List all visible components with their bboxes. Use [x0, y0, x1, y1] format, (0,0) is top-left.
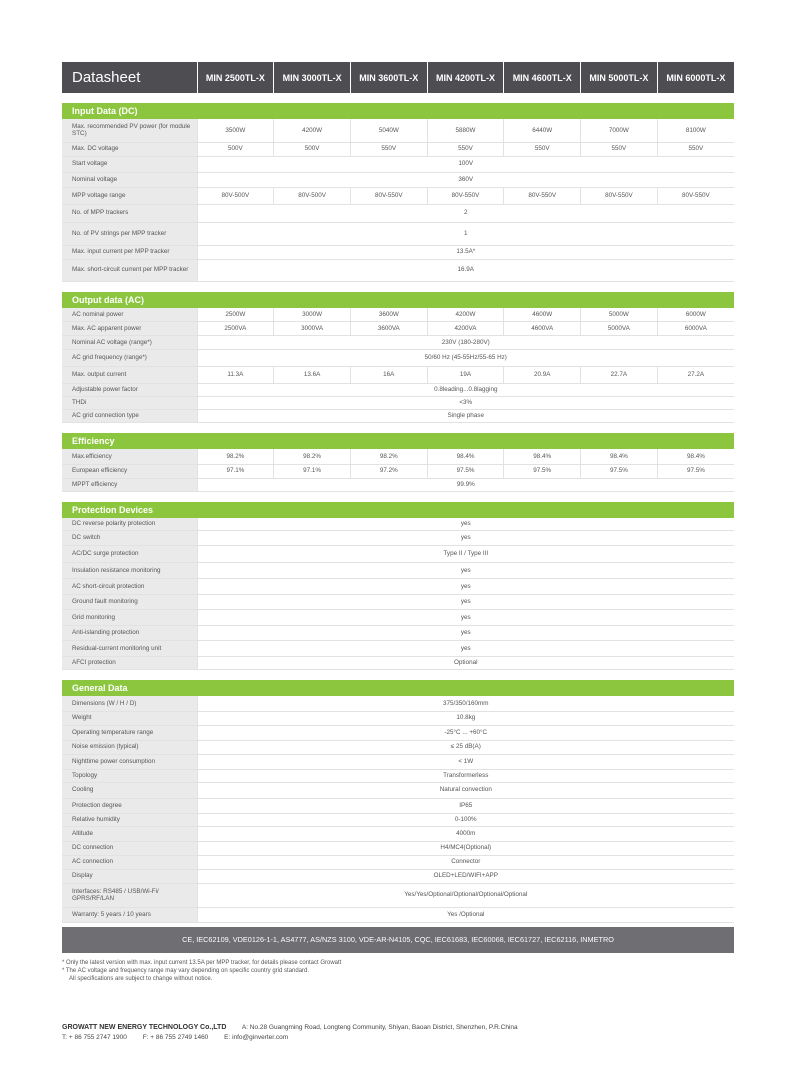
spec-value: 3000VA — [274, 322, 351, 336]
spec-label: AC grid connection type — [62, 410, 197, 423]
company-email[interactable]: E: info@ginverter.com — [224, 1034, 289, 1042]
spec-value: OLED+LED/WIFI+APP — [197, 869, 734, 883]
spec-row — [62, 782, 734, 798]
spec-value: Optional — [197, 657, 734, 670]
spec-row — [62, 245, 734, 259]
spec-row — [62, 855, 734, 869]
spec-label: Ground fault monitoring — [62, 595, 197, 610]
section-header — [62, 502, 734, 518]
spec-value: 230V (180-280V) — [197, 336, 734, 350]
spec-label: Dimensions (W / H / D) — [62, 696, 197, 711]
spec-value: 27.2A — [657, 367, 734, 384]
spec-value: 550V — [427, 142, 504, 156]
footnote: * Only the latest version with max. input current 13.5A per MPP tracker, for details please contact Growatt — [62, 959, 342, 966]
spec-label: Max. DC voltage — [62, 142, 197, 156]
section-gap — [62, 93, 734, 103]
spec-label: Insulation resistance monitoring — [62, 563, 197, 579]
spec-row — [62, 626, 734, 641]
spec-value: 5000VA — [581, 322, 658, 336]
spec-value: yes — [197, 518, 734, 531]
spec-value: 80V-550V — [350, 187, 427, 204]
company-footer — [62, 1022, 734, 1044]
company-fax: F: + 86 755 2749 1460 — [142, 1034, 209, 1042]
spec-value: 13.6A — [274, 367, 351, 384]
spec-value: 22.7A — [581, 367, 658, 384]
section-header — [62, 103, 734, 119]
spec-value: yes — [197, 610, 734, 626]
spec-row — [62, 610, 734, 626]
spec-value: 4000m — [197, 826, 734, 841]
spec-value: 97.5% — [504, 464, 581, 478]
spec-value: 97.5% — [427, 464, 504, 478]
spec-row — [62, 410, 734, 423]
spec-value: 80V-500V — [274, 187, 351, 204]
spec-label: Max. short-circuit current per MPP tracker — [62, 259, 197, 281]
spec-label: Max. AC apparent power — [62, 322, 197, 336]
model-header: MIN 3000TL-X — [274, 62, 351, 93]
spec-value: 0-100% — [197, 813, 734, 826]
section-title: Output data (AC) — [62, 292, 734, 308]
spec-label: Weight — [62, 711, 197, 725]
spec-row — [62, 546, 734, 563]
spec-value: 97.1% — [274, 464, 351, 478]
model-header: MIN 4600TL-X — [504, 62, 581, 93]
spec-value: 98.4% — [427, 449, 504, 464]
spec-value: 80V-500V — [197, 187, 274, 204]
spec-value: 550V — [581, 142, 658, 156]
spec-value: 10.8kg — [197, 711, 734, 725]
spec-label: THDi — [62, 397, 197, 410]
gap-cell — [62, 670, 734, 681]
spec-value: Connector — [197, 855, 734, 869]
spec-value: Transformerless — [197, 769, 734, 782]
section-gap — [62, 281, 734, 292]
spec-value: 550V — [657, 142, 734, 156]
spec-row — [62, 222, 734, 245]
certifications-bar: CE, IEC62109, VDE0126-1-1, AS4777, AS/NZS 3100, VDE-AR-N4105, CQC, IEC61683, IEC60068, IEC61727, IEC62116, INMETRO — [62, 927, 734, 953]
model-header: MIN 3600TL-X — [350, 62, 427, 93]
section-header — [62, 680, 734, 696]
spec-value: 80V-550V — [657, 187, 734, 204]
spec-label: DC connection — [62, 841, 197, 855]
spec-value: 4200VA — [427, 322, 504, 336]
spec-label: Grid monitoring — [62, 610, 197, 626]
spec-value: 375/350/160mm — [197, 696, 734, 711]
spec-label: Cooling — [62, 782, 197, 798]
spec-value: 4200W — [427, 308, 504, 322]
spec-value: 550V — [504, 142, 581, 156]
spec-value: Natural convection — [197, 782, 734, 798]
spec-value: 98.4% — [657, 449, 734, 464]
spec-label: Max. input current per MPP tracker — [62, 245, 197, 259]
spec-value: 4600VA — [504, 322, 581, 336]
spec-value: <3% — [197, 397, 734, 410]
spec-value: 3000W — [274, 308, 351, 322]
spec-value: 5000W — [581, 308, 658, 322]
spec-row — [62, 478, 734, 491]
spec-label: Residual-current monitoring unit — [62, 641, 197, 657]
spec-row — [62, 841, 734, 855]
spec-label: AC connection — [62, 855, 197, 869]
spec-value: 20.9A — [504, 367, 581, 384]
spec-label: Start voltage — [62, 156, 197, 172]
spec-row — [62, 156, 734, 172]
footnote: All specifications are subject to change without notice. — [69, 975, 213, 982]
spec-value: yes — [197, 641, 734, 657]
gap-cell — [62, 281, 734, 292]
spec-label: Adjustable power factor — [62, 384, 197, 397]
spec-row — [62, 595, 734, 610]
spec-value: 99.9% — [197, 478, 734, 491]
spec-value: 2 — [197, 204, 734, 222]
spec-body — [62, 93, 734, 922]
spec-value: 360V — [197, 172, 734, 187]
spec-row — [62, 350, 734, 367]
spec-table — [62, 62, 734, 923]
spec-value: Single phase — [197, 410, 734, 423]
spec-value: < 1W — [197, 754, 734, 769]
section-title: General Data — [62, 680, 734, 696]
footnotes — [62, 959, 734, 983]
section-title: Protection Devices — [62, 502, 734, 518]
spec-label: AC nominal power — [62, 308, 197, 322]
footnote: * The AC voltage and frequency range may vary depending on specific country grid standard. — [62, 967, 310, 974]
spec-row — [62, 531, 734, 546]
spec-value: 97.5% — [657, 464, 734, 478]
spec-row — [62, 826, 734, 841]
spec-value: 3600W — [350, 308, 427, 322]
spec-value: 4600W — [504, 308, 581, 322]
spec-value: 8100W — [657, 119, 734, 142]
spec-label: DC reverse polarity protection — [62, 518, 197, 531]
spec-value: 5040W — [350, 119, 427, 142]
model-header: MIN 4200TL-X — [427, 62, 504, 93]
spec-label: Max.efficiency — [62, 449, 197, 464]
spec-label: MPPT efficiency — [62, 478, 197, 491]
spec-value: 0.8leading...0.8lagging — [197, 384, 734, 397]
spec-label: Max. output current — [62, 367, 197, 384]
spec-label: AC grid frequency (range*) — [62, 350, 197, 367]
spec-row — [62, 813, 734, 826]
spec-value: yes — [197, 563, 734, 579]
gap-cell — [62, 93, 734, 103]
spec-label: No. of PV strings per MPP tracker — [62, 222, 197, 245]
model-header: MIN 5000TL-X — [581, 62, 658, 93]
section-gap — [62, 491, 734, 502]
spec-value: 97.5% — [581, 464, 658, 478]
spec-value: Yes /Optional — [197, 907, 734, 922]
spec-row — [62, 740, 734, 754]
company-address: A: No.28 Guangming Road, Longteng Community, Shiyan, Baoan District, Shenzhen, P.R.China — [241, 1024, 518, 1031]
spec-value: 98.2% — [350, 449, 427, 464]
spec-value: 80V-550V — [504, 187, 581, 204]
spec-value: 6440W — [504, 119, 581, 142]
company-name: GROWATT NEW ENERGY TECHNOLOGY Co.,LTD — [62, 1024, 227, 1031]
spec-label: Warranty: 5 years / 10 years — [62, 907, 197, 922]
company-tel: T: + 86 755 2747 1900 — [62, 1034, 127, 1042]
spec-value: 80V-550V — [427, 187, 504, 204]
spec-value: 97.2% — [350, 464, 427, 478]
section-title: Input Data (DC) — [62, 103, 734, 119]
spec-label: Max. recommended PV power (for module STC) — [62, 119, 197, 142]
spec-value: 5880W — [427, 119, 504, 142]
spec-label: Topology — [62, 769, 197, 782]
spec-value: 4200W — [274, 119, 351, 142]
spec-value: 6000VA — [657, 322, 734, 336]
spec-value: 97.1% — [197, 464, 274, 478]
spec-label: Anti-islanding protection — [62, 626, 197, 641]
spec-value: 2500W — [197, 308, 274, 322]
spec-value: 50/60 Hz (45-55Hz/55-65 Hz) — [197, 350, 734, 367]
datasheet — [62, 62, 734, 983]
spec-value: 98.4% — [504, 449, 581, 464]
spec-value: 98.2% — [197, 449, 274, 464]
spec-value: ≤ 25 dB(A) — [197, 740, 734, 754]
spec-value: Type II / Type III — [197, 546, 734, 563]
spec-value: IP65 — [197, 798, 734, 813]
header-row — [62, 62, 734, 93]
spec-label: Display — [62, 869, 197, 883]
spec-value: 500V — [274, 142, 351, 156]
spec-value: 500V — [197, 142, 274, 156]
spec-label: Noise emission (typical) — [62, 740, 197, 754]
spec-row — [62, 308, 734, 322]
model-header: MIN 2500TL-X — [197, 62, 274, 93]
spec-row — [62, 397, 734, 410]
spec-label: AC/DC surge protection — [62, 546, 197, 563]
spec-row — [62, 259, 734, 281]
spec-label: No. of MPP trackers — [62, 204, 197, 222]
spec-value: 11.3A — [197, 367, 274, 384]
spec-row — [62, 336, 734, 350]
spec-row — [62, 907, 734, 922]
spec-value: 98.2% — [274, 449, 351, 464]
spec-value: 19A — [427, 367, 504, 384]
gap-cell — [62, 423, 734, 434]
spec-row — [62, 119, 734, 142]
spec-row — [62, 464, 734, 478]
spec-row — [62, 384, 734, 397]
spec-row — [62, 869, 734, 883]
spec-value: 2500VA — [197, 322, 274, 336]
spec-label: AC short-circuit protection — [62, 579, 197, 595]
spec-row — [62, 563, 734, 579]
spec-value: 13.5A* — [197, 245, 734, 259]
spec-value: 1 — [197, 222, 734, 245]
spec-value: 16A — [350, 367, 427, 384]
spec-value: yes — [197, 626, 734, 641]
spec-row — [62, 187, 734, 204]
section-header — [62, 292, 734, 308]
spec-row — [62, 579, 734, 595]
spec-row — [62, 172, 734, 187]
spec-row — [62, 449, 734, 464]
spec-label: Relative humidity — [62, 813, 197, 826]
section-gap — [62, 670, 734, 681]
spec-label: Protection degree — [62, 798, 197, 813]
spec-row — [62, 204, 734, 222]
spec-label: Nominal voltage — [62, 172, 197, 187]
spec-value: 3500W — [197, 119, 274, 142]
spec-value: 98.4% — [581, 449, 658, 464]
spec-value: 6000W — [657, 308, 734, 322]
section-header — [62, 433, 734, 449]
spec-value: yes — [197, 531, 734, 546]
spec-value: 16.9A — [197, 259, 734, 281]
spec-value: 7000W — [581, 119, 658, 142]
spec-value: yes — [197, 595, 734, 610]
datasheet-title: Datasheet — [62, 62, 197, 93]
spec-row — [62, 142, 734, 156]
spec-row — [62, 641, 734, 657]
spec-label: Altitude — [62, 826, 197, 841]
spec-label: Operating temperature range — [62, 725, 197, 740]
spec-value: 100V — [197, 156, 734, 172]
spec-row — [62, 657, 734, 670]
spec-row — [62, 883, 734, 907]
spec-value: Yes/Yes/Optional/Optional/Optional/Optional — [197, 883, 734, 907]
spec-label: Nighttime power consumption — [62, 754, 197, 769]
spec-label: Interfaces: RS485 / USB/Wi-Fi/ GPRS/RF/LAN — [62, 883, 197, 907]
spec-label: AFCI protection — [62, 657, 197, 670]
spec-value: 80V-550V — [581, 187, 658, 204]
spec-row — [62, 696, 734, 711]
spec-row — [62, 322, 734, 336]
spec-row — [62, 754, 734, 769]
spec-label: European efficiency — [62, 464, 197, 478]
spec-row — [62, 769, 734, 782]
spec-value: H4/MC4(Optional) — [197, 841, 734, 855]
spec-value: -25°C ... +60°C — [197, 725, 734, 740]
spec-label: DC switch — [62, 531, 197, 546]
spec-row — [62, 367, 734, 384]
spec-value: 550V — [350, 142, 427, 156]
section-title: Efficiency — [62, 433, 734, 449]
section-gap — [62, 423, 734, 434]
spec-value: yes — [197, 579, 734, 595]
spec-row — [62, 518, 734, 531]
spec-row — [62, 711, 734, 725]
spec-label: Nominal AC voltage (range*) — [62, 336, 197, 350]
spec-row — [62, 725, 734, 740]
spec-value: 3600VA — [350, 322, 427, 336]
gap-cell — [62, 491, 734, 502]
model-header: MIN 6000TL-X — [657, 62, 734, 93]
spec-label: MPP voltage range — [62, 187, 197, 204]
spec-row — [62, 798, 734, 813]
